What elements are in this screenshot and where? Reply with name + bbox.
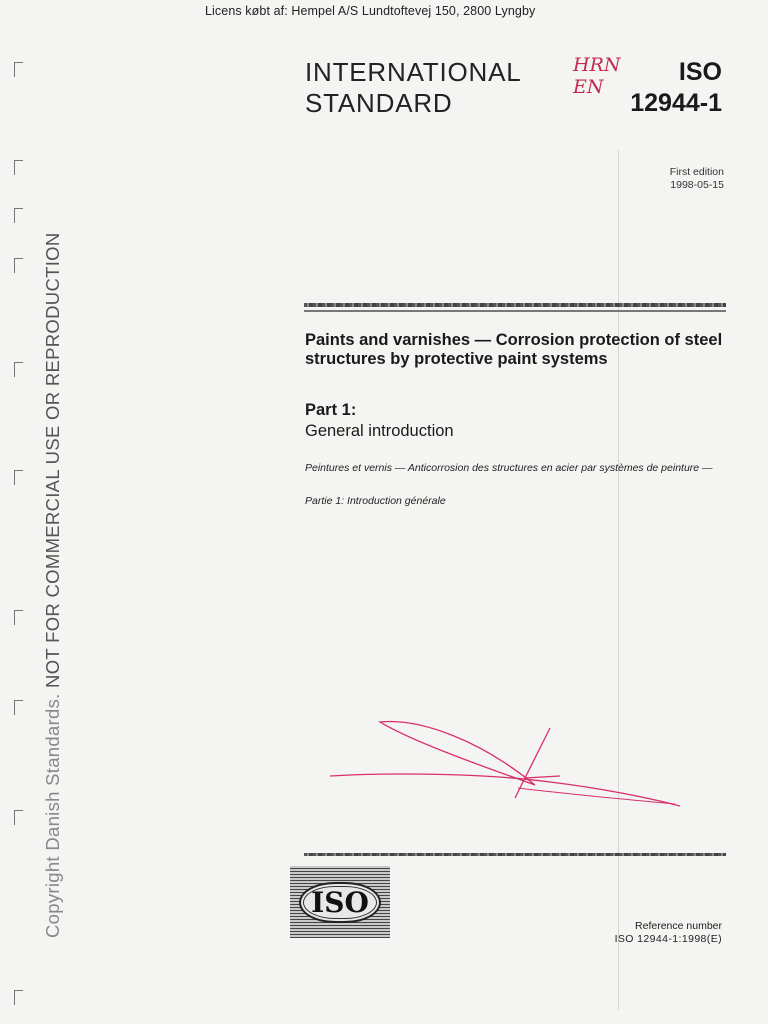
signature [320, 710, 700, 820]
iso-label: ISO [678, 58, 722, 86]
scan-fold-line [618, 150, 619, 1010]
french-title: Peintures et vernis — Anticorrosion des structures en acier par systèmes de peinture — [305, 462, 713, 474]
reference-block [615, 920, 722, 946]
edition-label: First edition [669, 166, 724, 178]
edition-date: 1998-05-15 [670, 179, 724, 191]
part-title: General introduction [305, 422, 454, 440]
separator-rule [304, 303, 726, 307]
french-part-title: Partie 1: Introduction générale [305, 495, 446, 507]
watermark-text-dim: Copyright Danish Standards. [42, 687, 63, 938]
doc-type-line2: STANDARD [305, 88, 453, 118]
reference-label: Reference number [635, 920, 722, 932]
copyright-watermark [42, 233, 64, 939]
iso-logo-mark: ISO [299, 882, 381, 923]
watermark-text: NOT FOR COMMERCIAL USE OR REPRODUCTION [42, 232, 63, 688]
iso-logo [290, 866, 390, 938]
doc-type-line1: INTERNATIONAL [305, 57, 522, 87]
scan-margin-marks [14, 50, 34, 1010]
separator-rule-thin [304, 310, 726, 312]
part-label: Part 1: [305, 401, 357, 419]
footer-rule [304, 853, 726, 856]
reference-number: ISO 12944-1:1998(E) [614, 933, 722, 945]
iso-number: 12944-1 [630, 89, 722, 117]
edition-block [670, 166, 724, 192]
license-header: Licens købt af: Hempel A/S Lundtoftevej 150, 2800 Lyngby [205, 4, 536, 18]
document-title: Paints and varnishes — Corrosion protection of steel structures by protective paint systems [305, 331, 723, 368]
handwritten-note: HRN EN [573, 54, 621, 98]
